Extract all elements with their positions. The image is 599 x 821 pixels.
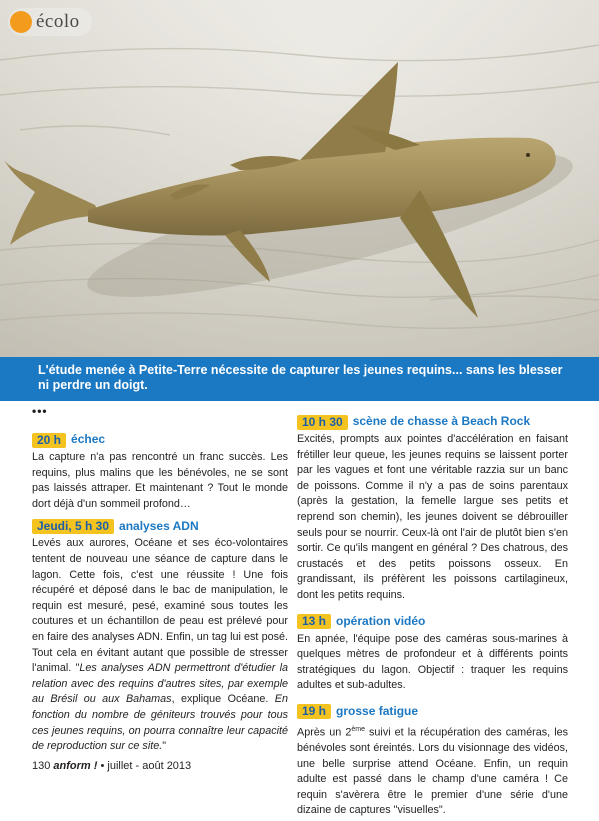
entry-text-block [297, 722, 568, 819]
section-label: écolo [36, 11, 80, 32]
entry-title: opération vidéo [336, 613, 426, 628]
time-badge: 19 h [297, 704, 331, 719]
entry-text: Après un 2 [297, 726, 352, 739]
time-badge: 10 h 30 [297, 415, 348, 430]
right-column [297, 414, 568, 821]
ellipsis-marker: ••• [32, 404, 48, 418]
entry-title: scène de chasse à Beach Rock [352, 414, 531, 429]
quote-open: " [75, 662, 80, 675]
entry-title: analyses ADN [119, 518, 199, 533]
hero-photo [0, 0, 599, 357]
page-number: 130 [32, 760, 51, 772]
section-dot-icon [10, 11, 32, 33]
entry-title: grosse fatigue [336, 704, 419, 719]
entry-text-block [32, 536, 288, 754]
entry-text: Levés aux aurores, Océane et ses éco-volontaires tentent de nouveau une séance de capture dans le lagon. Cette fois, c'est une réussite ! Une fois récupéré et déposé dans le bac de manipulation, le requin est mesuré, pesé, examiné sous toutes les coutures et un échantillon de peau est prélevé pour en faire des analyses ADN. Enfin, un tag lui est posé. Tout cela en évitant autant que possible de stresser l'animal. [32, 537, 288, 675]
issue-date: • juillet - août 2013 [97, 760, 192, 772]
caption-line-1: L'étude menée à Petite-Terre nécessite de capturer les jeunes requins... sans les blesser [38, 363, 563, 377]
page-footer [32, 760, 191, 772]
entry-text: Excités, prompts aux pointes d'accélération en faisant frétiller leur queue, les jeunes requins se laissent porter par les vagues et font une véritable razzia sur un banc de poissons. Comme il n'y a pas de soins parentaux (après la gestation, la femelle largue ses petits et reprend son chemin), les jeunes doivent se débrouiller seuls pour se nourrir. Ceux-là ont l'air de plutôt bien s'en sortir. Ce qu'ils mangent en général ? Des chatrous, des crustacés et des petits poissons osseux. En grandissant, ils préfèrent les poissons cartilagineux, dont les petits requins. [297, 433, 568, 601]
entry-text: En apnée, l'équipe pose des caméras sous-marines à quelques mètres de profondeur et à différents points stratégiques du lagon. Objectif : traquer les requins adultes et sub-adultes. [297, 632, 568, 692]
time-badge: 20 h [32, 433, 66, 448]
entry-title: échec [71, 432, 106, 447]
ordinal-suffix: ème [351, 725, 365, 733]
time-badge: Jeudi, 5 h 30 [32, 519, 114, 534]
shark-illustration [0, 0, 599, 357]
magazine-name: anform ! [53, 760, 98, 772]
entry-heading [297, 704, 568, 720]
left-column [32, 404, 288, 757]
entry-text: La capture n'a pas rencontré un franc succès. Les requins, plus malins que les bénévoles, ne se sont pas laissés attraper. Et maintenant ? Tout le monde dort déjà d'un sommeil profond… [32, 451, 288, 510]
entry-text-cont: suivi et la récupération des caméras, les bénévoles sont éreintés. Lors du visionnage des vidéos, une belle surprise attend Océane. Enfin, un requin adulte est passé dans le champ d'une caméra ! Ce requin s'avèrera être le premier d'une série d'une dizaine de captures "visuelles". [297, 726, 569, 817]
entry-heading [32, 432, 288, 448]
quote-close: " [162, 740, 167, 753]
entry-heading [32, 518, 288, 534]
quote-attribution: , explique Océane. [171, 693, 275, 706]
time-badge: 13 h [297, 614, 331, 629]
caption-line-2: ni perdre un doigt. [38, 378, 148, 392]
photo-caption [0, 357, 599, 401]
quote-part-a: Les analyses ADN permettront d'étudier la relation avec des requins d'autres sites, par exemple au Brésil ou aux Bahamas [32, 662, 288, 706]
section-tag [8, 8, 92, 36]
entry-heading [297, 414, 568, 430]
entry-heading [297, 614, 568, 630]
quote-part-b: En fonction du nombre de géniteurs trouvés pour tous ces jeunes requins, on pourra connaître leur capacité de reproduction sur ce site. [32, 693, 288, 753]
